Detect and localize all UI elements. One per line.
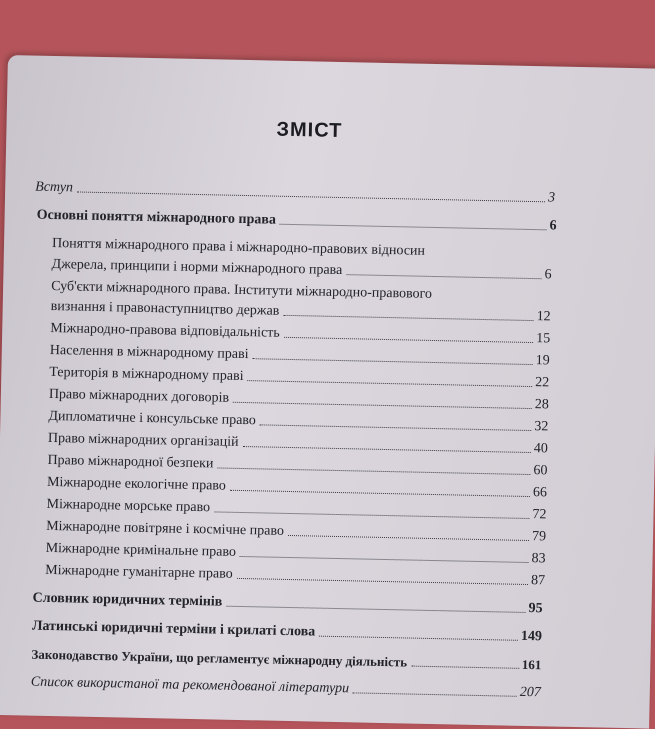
toc-entry bbox=[36, 208, 556, 235]
toc-entry-page: 79 bbox=[531, 529, 547, 545]
leader-dots bbox=[283, 315, 533, 321]
leader-dots bbox=[237, 578, 528, 585]
page-title: ЗМІСТ bbox=[276, 118, 343, 143]
toc-entry bbox=[32, 619, 542, 646]
toc-entry-label: Список використаної та рекомендованої літератури bbox=[30, 674, 350, 697]
toc-entry-page: 72 bbox=[532, 507, 547, 523]
toc-entry-label: Міжнародне кримінальне право bbox=[45, 540, 237, 560]
toc-entry bbox=[31, 647, 541, 674]
leader-dots bbox=[226, 606, 525, 613]
toc-entry-page: 149 bbox=[520, 628, 543, 645]
toc-entry-label: Населення в міжнародному праві bbox=[49, 342, 249, 363]
toc-entry bbox=[32, 591, 542, 618]
leader-dots bbox=[233, 402, 532, 409]
toc-entry-page: 40 bbox=[533, 441, 549, 457]
leader-dots bbox=[280, 224, 547, 231]
toc-entry bbox=[49, 365, 549, 391]
leader-dots bbox=[353, 692, 517, 696]
toc-entry-label: Право міжнародних договорів bbox=[48, 386, 230, 406]
toc-entry bbox=[49, 387, 549, 413]
toc-entry-page: 87 bbox=[530, 573, 546, 589]
toc-entry bbox=[47, 475, 547, 501]
leader-dots bbox=[217, 467, 530, 475]
toc-entry-label: визнання і правонаступництво держав bbox=[50, 298, 280, 319]
toc-entry-page: 6 bbox=[549, 218, 557, 234]
leader-dots bbox=[240, 556, 529, 563]
toc-entry-page: 6 bbox=[544, 267, 552, 283]
toc-entry-label: Поняття міжнародного права і міжнародно-правових відносин bbox=[51, 235, 426, 259]
toc-entry-label: Міжнародне повітряне і космічне право bbox=[45, 518, 285, 539]
toc-entry bbox=[46, 519, 546, 545]
leader-dots bbox=[411, 666, 519, 669]
toc-entry-label: Вступ bbox=[35, 179, 74, 196]
toc-entry-page: 161 bbox=[521, 656, 542, 673]
toc-entry-page: 95 bbox=[528, 601, 543, 617]
toc-entry bbox=[31, 675, 541, 702]
toc-entry-label: Латинські юридичні терміни і крилаті слова bbox=[31, 618, 316, 640]
toc-entry bbox=[46, 497, 546, 523]
leader-dots bbox=[242, 446, 530, 453]
leader-dots bbox=[247, 380, 532, 387]
toc-entry-label: Міжнародно-правова відповідальність bbox=[50, 320, 280, 341]
leader-dots bbox=[214, 511, 529, 519]
toc-entry bbox=[50, 343, 550, 369]
toc-entry bbox=[47, 453, 547, 479]
toc-entry-label: Словник юридичних термінів bbox=[32, 590, 223, 610]
toc-entry-page: 3 bbox=[547, 190, 556, 206]
toc-entry bbox=[35, 180, 555, 207]
toc-entry-label: Право міжнародних організацій bbox=[47, 430, 239, 450]
toc-entry-label: Міжнародне гуманітарне право bbox=[45, 562, 233, 582]
toc-entry bbox=[50, 321, 550, 347]
leader-dots bbox=[346, 274, 541, 279]
leader-dots bbox=[284, 337, 533, 343]
toc-entry bbox=[48, 409, 548, 435]
toc-entry-page: 15 bbox=[536, 331, 551, 347]
toc-entry-label: Суб'єкти міжнародного права. Інститути міжнародно-правового bbox=[51, 278, 433, 302]
toc-entry bbox=[45, 541, 545, 567]
leader-dots bbox=[230, 490, 530, 497]
toc-entry-page: 19 bbox=[535, 353, 550, 369]
toc-entry-page: 32 bbox=[534, 419, 549, 435]
toc-entry-label: Дипломатичне і консульське право bbox=[48, 408, 257, 429]
leader-dots bbox=[319, 636, 518, 641]
toc-entry-label: Міжнародне екологічне право bbox=[46, 474, 227, 494]
toc-entry bbox=[48, 431, 548, 457]
toc-entry-label: Джерела, принципи і норми міжнародного права bbox=[51, 256, 343, 279]
book-page bbox=[0, 55, 655, 729]
toc-entry bbox=[45, 563, 545, 589]
toc-entry-page: 83 bbox=[531, 551, 546, 567]
leader-dots bbox=[252, 358, 532, 365]
toc-entry-label: Основні поняття міжнародного права bbox=[36, 207, 277, 228]
toc-entry-page: 12 bbox=[536, 309, 551, 325]
leader-dots bbox=[260, 424, 531, 431]
toc-entry-label: Територія в міжнародному праві bbox=[49, 364, 244, 385]
toc-entry-page: 66 bbox=[532, 485, 548, 501]
toc-entry-label: Міжнародне морське право bbox=[46, 496, 211, 516]
leader-dots bbox=[288, 535, 529, 541]
toc-entry bbox=[51, 257, 551, 283]
leader-dots bbox=[77, 191, 545, 202]
toc-entry-page: 28 bbox=[534, 397, 549, 413]
toc-entry-page: 60 bbox=[533, 463, 548, 479]
toc-entry-page: 22 bbox=[535, 375, 550, 391]
toc-entry-label: Законодавство України, що регламентує міжнародну діяльність bbox=[31, 646, 408, 670]
toc-entry-page: 207 bbox=[519, 684, 541, 701]
toc-entry-label: Право міжнародної безпеки bbox=[47, 452, 214, 472]
